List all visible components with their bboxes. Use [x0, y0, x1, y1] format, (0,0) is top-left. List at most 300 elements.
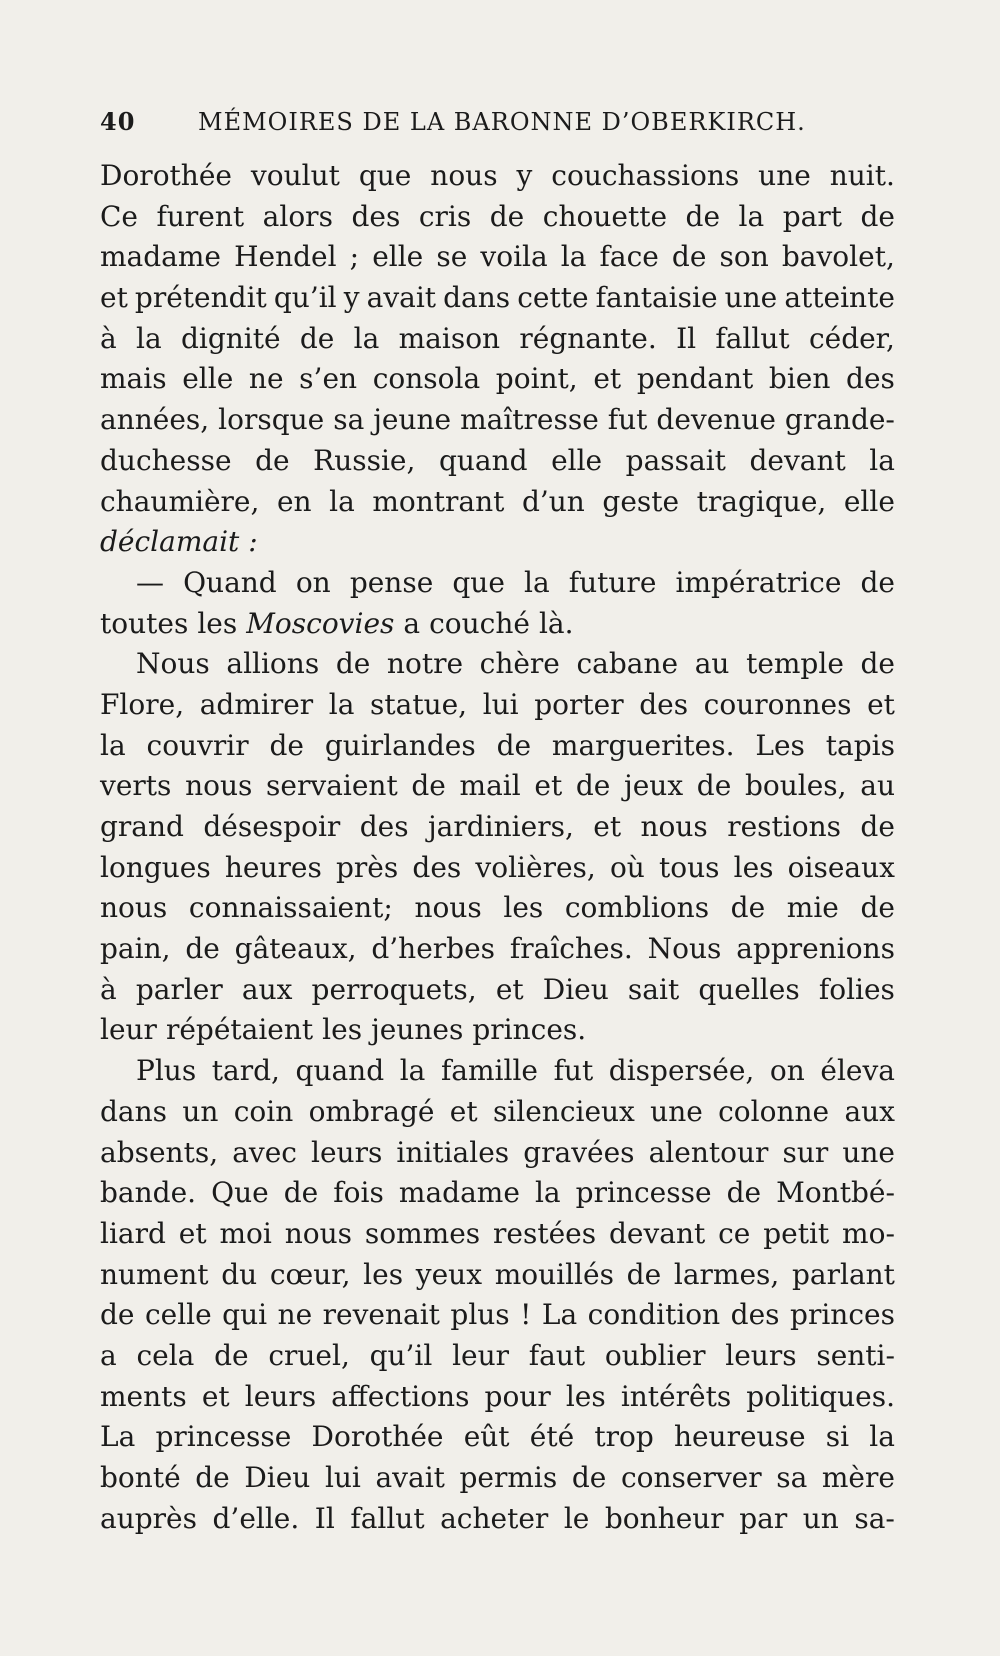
body-text [100, 156, 895, 1539]
text-line [100, 522, 895, 563]
word: dispersée, [608, 1054, 755, 1088]
text-line [100, 1295, 895, 1336]
word: sa [333, 403, 365, 437]
word: répétaient [165, 1013, 314, 1047]
text-line [100, 400, 895, 441]
word: La [541, 1298, 578, 1332]
word: s’en [299, 362, 358, 396]
word: volières, [475, 850, 596, 884]
word: pendant [636, 362, 754, 396]
word: avec [232, 1135, 297, 1169]
word: y [516, 159, 533, 192]
word: jardiniers, [428, 810, 574, 843]
word: de [671, 240, 707, 274]
word: cruel, [268, 1338, 350, 1372]
word: impératrice [675, 565, 842, 599]
word: cris [418, 199, 472, 233]
word: nous [100, 891, 168, 925]
word: alentour [648, 1135, 769, 1169]
word: de [860, 565, 895, 599]
word: Ce [100, 199, 138, 233]
word: de [726, 1176, 762, 1210]
word: jeux [624, 769, 684, 803]
page-number: 40 [100, 107, 136, 136]
word: leurs [311, 1135, 383, 1169]
word: yeux [415, 1257, 482, 1291]
word: eût [463, 1420, 510, 1454]
word: Plus [136, 1054, 197, 1088]
word: son [719, 240, 769, 274]
word: restées [493, 1216, 597, 1250]
word: part [782, 199, 842, 233]
word: guirlandes [324, 728, 476, 762]
word: face [599, 240, 659, 274]
text-line [100, 278, 895, 319]
word: dignité [180, 321, 281, 355]
word: régnante. [519, 321, 657, 355]
text-line [100, 319, 895, 360]
word: moi [219, 1216, 272, 1250]
word: été [529, 1420, 575, 1454]
word: condition [587, 1298, 721, 1332]
word: elle [182, 362, 234, 396]
text-line [100, 1336, 895, 1377]
text-line [100, 482, 895, 523]
word: temple [746, 647, 844, 681]
word: on [769, 1054, 805, 1088]
word: Il [314, 1501, 335, 1535]
word: fallut [350, 1501, 425, 1535]
word: famille [440, 1054, 538, 1088]
text-line [100, 1499, 895, 1540]
word: : [248, 525, 258, 559]
word: à [100, 972, 117, 1006]
word: princes [790, 1298, 895, 1332]
text-line [100, 1173, 895, 1214]
text-line [100, 237, 895, 278]
word: lorsque [218, 403, 325, 437]
word: la [136, 321, 162, 355]
word: La [100, 1420, 136, 1454]
word: a [403, 606, 421, 640]
word: des [351, 199, 401, 233]
word: folies [818, 972, 895, 1006]
word: oublier [604, 1338, 706, 1372]
running-title: MÉMOIRES DE LA BARONNE D’OBERKIRCH. [198, 108, 806, 136]
word: et [201, 1379, 230, 1413]
word: grand [100, 810, 184, 843]
word: de [860, 199, 895, 233]
word: apprenions [736, 932, 895, 966]
text-line [100, 1051, 895, 1092]
word: nous [185, 769, 253, 803]
word: leurs [244, 1379, 317, 1413]
word: colonne [718, 1094, 830, 1128]
word: qu’il [273, 281, 337, 315]
word: la [869, 443, 895, 477]
word: de [185, 932, 220, 966]
word: permis [459, 1461, 558, 1494]
word: furent [156, 199, 245, 233]
word: elle [843, 484, 895, 518]
word: déclamait [100, 525, 240, 559]
word: qui [222, 1298, 268, 1332]
word: lui [324, 1461, 361, 1494]
word: bonheur [604, 1501, 724, 1535]
word: montrant [372, 484, 505, 518]
word: servaient [266, 769, 398, 803]
word: Dorothée [100, 159, 232, 192]
text-line [100, 1255, 895, 1296]
word: politiques. [746, 1379, 895, 1413]
word: jeune [373, 403, 452, 437]
word: Dorothée [311, 1420, 444, 1454]
text-line [100, 359, 895, 400]
word: nument [100, 1257, 209, 1291]
word: sa [776, 1461, 808, 1494]
word: dans [443, 281, 511, 315]
word: une [650, 1094, 703, 1128]
word: sur [782, 1135, 829, 1169]
word: devenue [656, 403, 776, 437]
word: Moscovies [246, 606, 395, 640]
text-line [100, 929, 895, 970]
word: fut [553, 1054, 594, 1088]
word: si [825, 1420, 850, 1454]
word: senti- [816, 1338, 895, 1372]
word: heures [224, 850, 322, 884]
word: la [534, 1176, 561, 1210]
word: mouillés [494, 1257, 614, 1291]
word: leur [100, 1013, 157, 1047]
word: une [724, 281, 778, 315]
word: Russie, [313, 443, 416, 477]
word: de [489, 199, 525, 233]
word: quelles [698, 972, 800, 1006]
word: mo- [842, 1216, 895, 1250]
word: longues [100, 850, 211, 884]
word: pense [349, 565, 434, 599]
word: plus [450, 1298, 510, 1332]
word: madame [398, 1176, 520, 1210]
word: les [733, 850, 774, 884]
word: celle [144, 1298, 212, 1332]
word: aux [844, 1094, 895, 1128]
word: fraîches. [509, 932, 633, 966]
word: elle [551, 443, 603, 477]
word: a [100, 1338, 117, 1372]
word: Dieu [542, 972, 609, 1006]
word: les [565, 1379, 606, 1413]
word: à [100, 321, 117, 355]
word: de [335, 647, 371, 681]
word: elle [372, 240, 424, 274]
word: de [860, 647, 895, 681]
word: de [214, 1338, 249, 1372]
word: de [730, 891, 766, 925]
word: avait [375, 1461, 445, 1494]
word: conserver [620, 1461, 762, 1494]
word: Nous [136, 647, 210, 681]
word: initiales [396, 1135, 510, 1169]
word: allions [226, 647, 320, 681]
word: ombragé [308, 1094, 435, 1128]
word: et [178, 1216, 207, 1250]
word: là. [538, 606, 574, 640]
word: auprès [100, 1501, 197, 1535]
text-line [100, 1458, 895, 1499]
word: et [867, 687, 895, 721]
word: et [449, 1094, 478, 1128]
word: au [860, 769, 895, 803]
word: des [730, 1298, 780, 1332]
word: pour [484, 1379, 551, 1413]
word: ments [100, 1379, 187, 1413]
word: ne [248, 362, 284, 396]
word: duchesse [100, 443, 232, 477]
word: les [322, 1013, 363, 1047]
word: perroquets, [311, 972, 477, 1006]
word: avait [366, 281, 437, 315]
word: des [359, 810, 409, 843]
word: quand [438, 443, 528, 477]
word: cela [136, 1338, 195, 1372]
word: princes. [472, 1013, 587, 1047]
word: d’elle. [212, 1501, 300, 1535]
word: devant [749, 443, 846, 477]
word: nous [430, 159, 498, 192]
word: de [626, 1257, 662, 1291]
word: sait [627, 972, 680, 1006]
word: fantaisie [595, 281, 718, 315]
word: liard [100, 1216, 166, 1250]
word: voulut [250, 159, 340, 192]
word: des [639, 687, 689, 721]
text-line [100, 848, 895, 889]
word: désespoir [203, 810, 341, 843]
word: acheter [440, 1501, 549, 1535]
word: grande- [784, 403, 895, 437]
word: nous [284, 1216, 352, 1250]
word: couvrir [146, 728, 249, 762]
word: chaumière, [100, 484, 260, 518]
word: heureuse [673, 1420, 806, 1454]
word: du [221, 1257, 258, 1291]
word: de [860, 810, 895, 843]
word: mail [459, 769, 521, 803]
word: des [846, 362, 895, 396]
text-line [100, 1092, 895, 1133]
text-line [100, 888, 895, 929]
running-header [100, 100, 900, 144]
word: de [269, 728, 304, 762]
word: cette [517, 281, 589, 315]
text-line [100, 644, 895, 685]
word: statue, [370, 687, 468, 721]
word: de [100, 1298, 135, 1332]
word: quand [295, 1054, 385, 1088]
word: cœur, [269, 1257, 351, 1291]
word: de [255, 443, 290, 477]
word: notre [386, 647, 464, 681]
word: geste [602, 484, 680, 518]
word: Nous [647, 932, 722, 966]
word: la [329, 484, 355, 518]
word: et [100, 281, 128, 315]
word: ! [520, 1298, 532, 1332]
word: au [694, 647, 730, 681]
text-line [100, 1010, 895, 1051]
word: alors [262, 199, 333, 233]
word: revenait [322, 1298, 440, 1332]
word: intérêts [620, 1379, 732, 1413]
word: fois [333, 1176, 384, 1210]
word: les [197, 606, 238, 640]
word: future [568, 565, 657, 599]
word: bonté [100, 1461, 181, 1494]
text-line [100, 807, 895, 848]
word: où [609, 850, 645, 884]
word: parler [135, 972, 223, 1006]
word: affections [331, 1379, 470, 1413]
word: princesse [575, 1176, 712, 1210]
word: toutes [100, 606, 189, 640]
word: la [524, 565, 550, 599]
word: tragique, [696, 484, 827, 518]
word: la [100, 728, 126, 762]
word: on [295, 565, 331, 599]
word: atteinte [784, 281, 895, 315]
text-line [100, 1133, 895, 1174]
word: par [739, 1501, 788, 1535]
word: admirer [199, 687, 314, 721]
word: les [503, 891, 544, 925]
word: dans [100, 1094, 168, 1128]
word: de [571, 1461, 607, 1494]
word: tapis [825, 728, 895, 762]
word: gravées [523, 1135, 635, 1169]
word: jeunes [371, 1013, 464, 1047]
word: fallut [715, 321, 790, 355]
word: une [758, 159, 811, 192]
word: point, [495, 362, 578, 396]
text-line [100, 726, 895, 767]
word: Il [676, 321, 697, 355]
word: maîtresse [460, 403, 599, 437]
word: madame [100, 240, 221, 274]
word: restions [727, 810, 841, 843]
word: la [560, 240, 587, 274]
word: nous [640, 810, 708, 843]
word: larmes, [673, 1257, 780, 1291]
word: chère [479, 647, 560, 681]
word: bien [768, 362, 831, 396]
word: bande. [100, 1176, 197, 1210]
word: faut [528, 1338, 586, 1372]
word: princesse [155, 1420, 292, 1454]
word: des [412, 850, 462, 884]
word: fut [607, 403, 648, 437]
word: une [842, 1135, 895, 1169]
word: un [182, 1094, 219, 1128]
text-line [100, 1377, 895, 1418]
text-line [100, 197, 895, 238]
word: tard, [211, 1054, 280, 1088]
word: de [283, 1176, 319, 1210]
word: Les [755, 728, 805, 762]
word: et [593, 810, 622, 843]
word: un [802, 1501, 839, 1535]
word: d’herbes [371, 932, 496, 966]
word: et [495, 972, 524, 1006]
word: Flore, [100, 687, 185, 721]
word: Quand [183, 565, 277, 599]
word: devant [608, 1216, 706, 1250]
word: bavolet, [781, 240, 895, 274]
word: prétendit [134, 281, 267, 315]
word: maison [398, 321, 501, 355]
word: que [452, 565, 505, 599]
word: nous [414, 891, 482, 925]
word: voila [480, 240, 548, 274]
word: qu’il [369, 1338, 433, 1372]
word: marguerites. [551, 728, 735, 762]
word: mais [100, 362, 167, 396]
text-line [100, 1417, 895, 1458]
word: de [860, 891, 895, 925]
word: de [411, 769, 446, 803]
word: connaissaient; [188, 891, 393, 925]
word: de [696, 769, 732, 803]
word: absents, [100, 1135, 219, 1169]
text-line [100, 1214, 895, 1255]
word: cabane [576, 647, 679, 681]
word: de [496, 728, 532, 762]
word: — [136, 565, 164, 599]
word: mère [821, 1461, 895, 1494]
word: ce [718, 1216, 751, 1250]
word: de [195, 1461, 230, 1494]
word: années, [100, 403, 210, 437]
word: consola [372, 362, 481, 396]
word: leurs [725, 1338, 797, 1372]
word: en [276, 484, 312, 518]
word: près [336, 850, 399, 884]
word: couchassions [551, 159, 740, 192]
word: Dieu [244, 1461, 311, 1494]
text-line [100, 563, 895, 604]
word: leur [452, 1338, 510, 1372]
word: ; [349, 240, 360, 274]
word: mie [786, 891, 839, 925]
word: couronnes [703, 687, 852, 721]
word: nuit. [829, 159, 895, 192]
word: de [685, 199, 721, 233]
word: y [343, 281, 360, 315]
word: sommes [364, 1216, 481, 1250]
word: tous [658, 850, 720, 884]
word: pain, [100, 932, 171, 966]
word: la [328, 687, 355, 721]
word: Montbé- [776, 1176, 895, 1210]
word: silencieux [492, 1094, 635, 1128]
word: trop [594, 1420, 654, 1454]
text-line [100, 156, 895, 197]
word: comblions [564, 891, 710, 925]
word: éleva [820, 1054, 895, 1088]
word: la [353, 321, 380, 355]
word: sa- [854, 1501, 895, 1535]
